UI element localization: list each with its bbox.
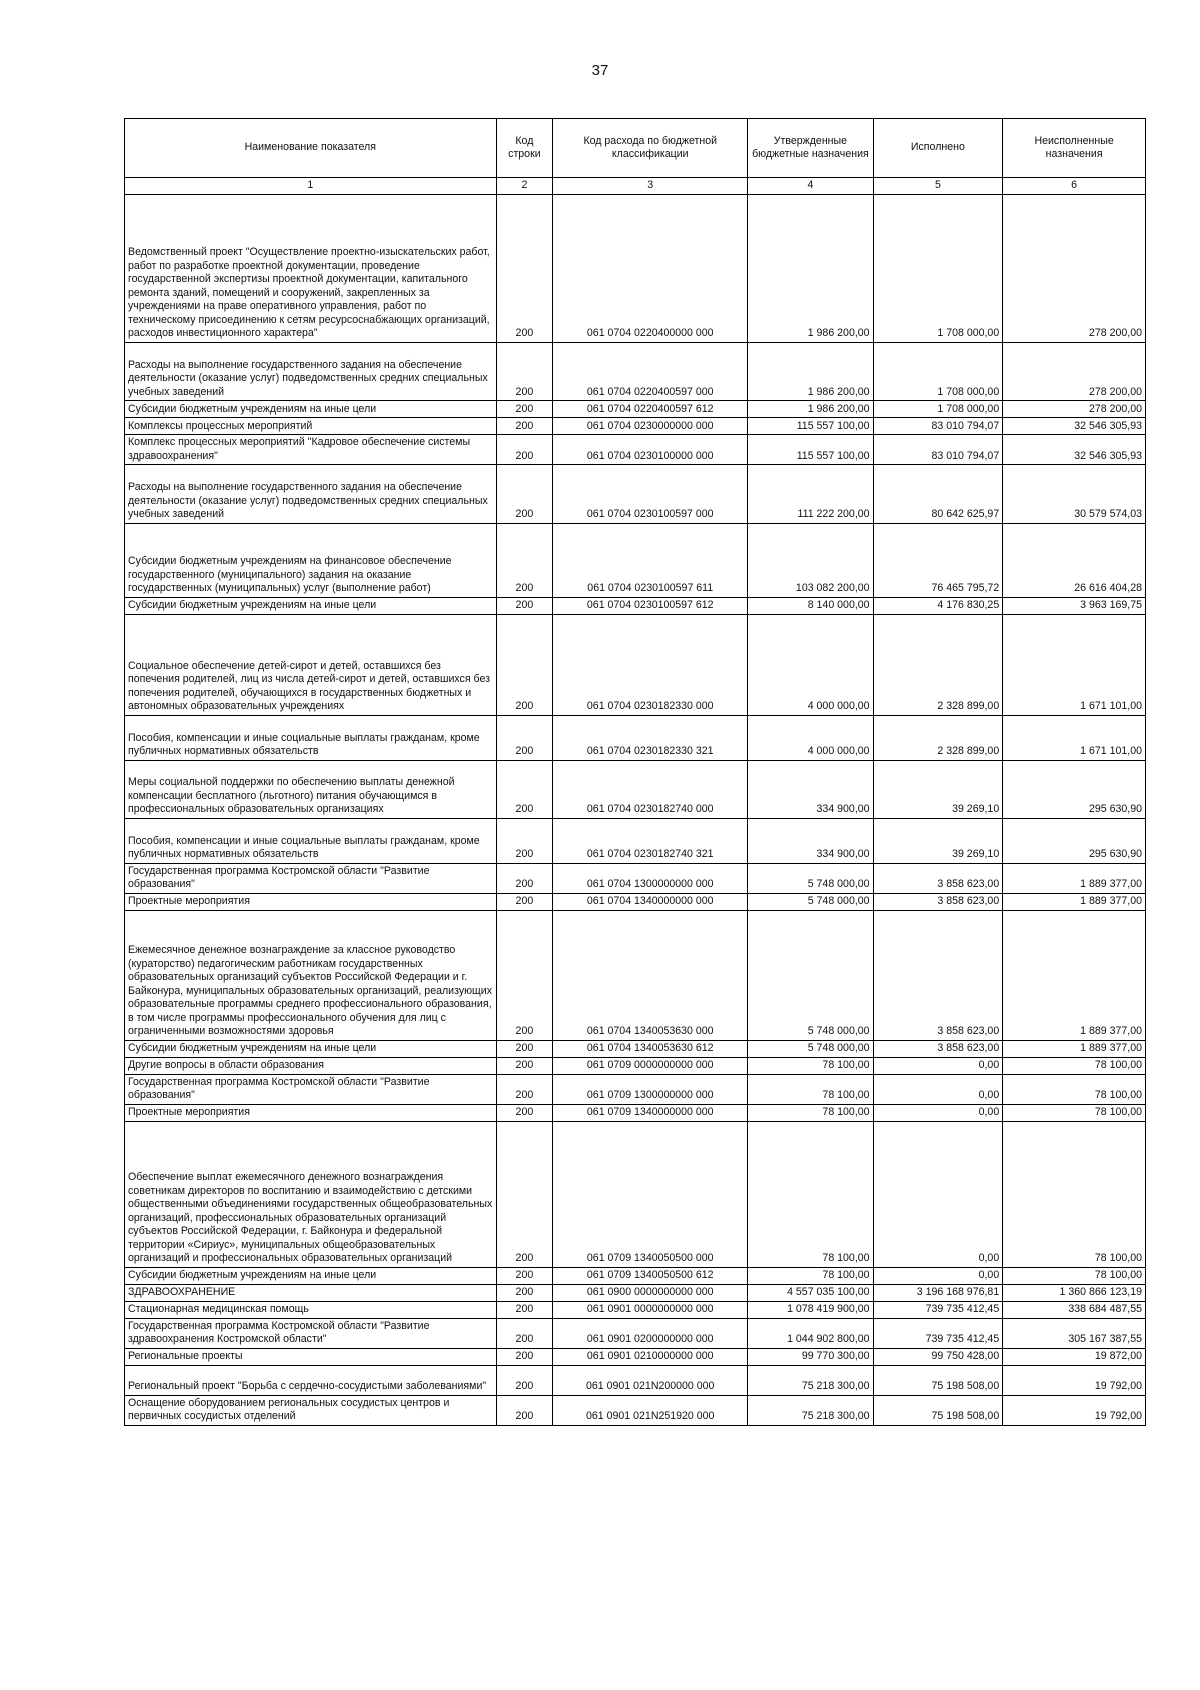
row-budget-code: 061 0901 0210000000 000 (553, 1348, 748, 1365)
row-name: Государственная программа Костромской области "Развитие образования" (125, 863, 497, 893)
table-row (125, 1074, 1146, 1104)
row-remaining: 1 889 377,00 (1003, 893, 1146, 910)
row-budget-code: 061 0901 021N251920 000 (553, 1395, 748, 1425)
row-executed: 0,00 (873, 1121, 1003, 1267)
row-line-code: 200 (496, 910, 553, 1040)
row-budget-code: 061 0704 1340053630 000 (553, 910, 748, 1040)
row-line-code: 200 (496, 1284, 553, 1301)
table-row (125, 818, 1146, 863)
row-approved: 78 100,00 (748, 1121, 873, 1267)
table-row (125, 1121, 1146, 1267)
row-line-code: 200 (496, 760, 553, 818)
page-number: 37 (591, 62, 609, 79)
table-header-row (125, 119, 1146, 178)
row-line-code: 200 (496, 1040, 553, 1057)
row-line-code: 200 (496, 1121, 553, 1267)
row-line-code: 200 (496, 1104, 553, 1121)
column-number: 3 (553, 178, 748, 195)
row-approved: 115 557 100,00 (748, 418, 873, 435)
row-executed: 80 642 625,97 (873, 465, 1003, 524)
row-budget-code: 061 0704 0230182740 000 (553, 760, 748, 818)
row-remaining: 278 200,00 (1003, 342, 1146, 401)
row-approved: 5 748 000,00 (748, 893, 873, 910)
row-remaining: 1 889 377,00 (1003, 863, 1146, 893)
row-name: Проектные мероприятия (125, 1104, 497, 1121)
row-line-code: 200 (496, 401, 553, 418)
row-executed: 4 176 830,25 (873, 597, 1003, 614)
row-remaining: 78 100,00 (1003, 1104, 1146, 1121)
row-approved: 5 748 000,00 (748, 863, 873, 893)
table-row (125, 418, 1146, 435)
row-approved: 1 986 200,00 (748, 342, 873, 401)
row-line-code: 200 (496, 893, 553, 910)
row-remaining: 1 889 377,00 (1003, 910, 1146, 1040)
row-line-code: 200 (496, 597, 553, 614)
row-executed: 99 750 428,00 (873, 1348, 1003, 1365)
column-number: 2 (496, 178, 553, 195)
row-approved: 78 100,00 (748, 1057, 873, 1074)
row-budget-code: 061 0704 1340000000 000 (553, 893, 748, 910)
row-budget-code: 061 0901 0000000000 000 (553, 1301, 748, 1318)
row-line-code: 200 (496, 1301, 553, 1318)
row-remaining: 3 963 169,75 (1003, 597, 1146, 614)
row-line-code: 200 (496, 1365, 553, 1395)
row-executed: 1 708 000,00 (873, 401, 1003, 418)
row-approved: 1 986 200,00 (748, 194, 873, 342)
column-number: 1 (125, 178, 497, 195)
row-name: Социальное обеспечение детей-сирот и детей, оставшихся без попечения родителей, лиц из числа детей-сирот и детей, оставшихся без попечения родителей, обучающихся в государственных бюджетных и автономных образовательных учреждениях (125, 614, 497, 715)
row-approved: 334 900,00 (748, 818, 873, 863)
row-budget-code: 061 0704 0230100000 000 (553, 435, 748, 465)
table-row (125, 194, 1146, 342)
row-approved: 115 557 100,00 (748, 435, 873, 465)
row-remaining: 32 546 305,93 (1003, 418, 1146, 435)
row-executed: 83 010 794,07 (873, 435, 1003, 465)
row-executed: 1 708 000,00 (873, 342, 1003, 401)
row-budget-code: 061 0709 1340050500 612 (553, 1267, 748, 1284)
row-name: Стационарная медицинская помощь (125, 1301, 497, 1318)
row-approved: 4 000 000,00 (748, 614, 873, 715)
row-line-code: 200 (496, 194, 553, 342)
row-budget-code: 061 0709 0000000000 000 (553, 1057, 748, 1074)
row-approved: 5 748 000,00 (748, 1040, 873, 1057)
row-line-code: 200 (496, 863, 553, 893)
row-approved: 75 218 300,00 (748, 1365, 873, 1395)
row-executed: 3 858 623,00 (873, 1040, 1003, 1057)
row-budget-code: 061 0704 0230182330 000 (553, 614, 748, 715)
table-row (125, 1104, 1146, 1121)
row-name: Обеспечение выплат ежемесячного денежного вознаграждения советникам директоров по воспитанию и взаимодействию с детскими общественными объединениями государственных общеобразовательных организаций, профессиональных образовательных организаций субъектов Российской Федерации, г. Байконура и федеральной территории «Сириус», муниципальных общеобразовательных организаций и профессиональных образовательных организаций (125, 1121, 497, 1267)
row-name: Другие вопросы в области образования (125, 1057, 497, 1074)
table-row (125, 715, 1146, 760)
row-remaining: 278 200,00 (1003, 194, 1146, 342)
row-name: Комплекс процессных мероприятий "Кадровое обеспечение системы здравоохранения" (125, 435, 497, 465)
row-executed: 3 858 623,00 (873, 863, 1003, 893)
row-name: Субсидии бюджетным учреждениям на финансовое обеспечение государственного (муниципального) задания на оказание государственных (муниципальных) услуг (выполнение работ) (125, 523, 497, 597)
row-remaining: 338 684 487,55 (1003, 1301, 1146, 1318)
row-remaining: 19 792,00 (1003, 1365, 1146, 1395)
row-budget-code: 061 0704 0230100597 000 (553, 465, 748, 524)
table-row (125, 1395, 1146, 1425)
row-approved: 1 044 902 800,00 (748, 1318, 873, 1348)
row-remaining: 78 100,00 (1003, 1074, 1146, 1104)
table-row (125, 597, 1146, 614)
table-row (125, 523, 1146, 597)
row-budget-code: 061 0709 1340050500 000 (553, 1121, 748, 1267)
row-budget-code: 061 0704 0220400597 000 (553, 342, 748, 401)
row-name: Субсидии бюджетным учреждениям на иные цели (125, 1040, 497, 1057)
row-name: Государственная программа Костромской области "Развитие образования" (125, 1074, 497, 1104)
row-name: Расходы на выполнение государственного задания на обеспечение деятельности (оказание услуг) подведомственных средних специальных учебных заведений (125, 342, 497, 401)
table-row (125, 1365, 1146, 1395)
header-budget-code: Код расхода по бюджетной классификации (553, 119, 748, 178)
row-name: Региональный проект "Борьба с сердечно-сосудистыми заболеваниями" (125, 1365, 497, 1395)
header-executed: Исполнено (873, 119, 1003, 178)
table-row (125, 1267, 1146, 1284)
row-approved: 4 557 035 100,00 (748, 1284, 873, 1301)
row-line-code: 200 (496, 715, 553, 760)
row-approved: 78 100,00 (748, 1074, 873, 1104)
table-row (125, 1057, 1146, 1074)
column-number: 6 (1003, 178, 1146, 195)
row-executed: 3 196 168 976,81 (873, 1284, 1003, 1301)
row-name: Оснащение оборудованием региональных сосудистых центров и первичных сосудистых отделений (125, 1395, 497, 1425)
table-row (125, 893, 1146, 910)
row-name: ЗДРАВООХРАНЕНИЕ (125, 1284, 497, 1301)
row-budget-code: 061 0704 0230000000 000 (553, 418, 748, 435)
row-name: Субсидии бюджетным учреждениям на иные цели (125, 597, 497, 614)
row-name: Расходы на выполнение государственного задания на обеспечение деятельности (оказание услуг) подведомственных средних специальных учебных заведений (125, 465, 497, 524)
row-executed: 3 858 623,00 (873, 910, 1003, 1040)
table-row (125, 1318, 1146, 1348)
row-line-code: 200 (496, 1348, 553, 1365)
row-remaining: 1 360 866 123,19 (1003, 1284, 1146, 1301)
row-remaining: 26 616 404,28 (1003, 523, 1146, 597)
row-budget-code: 061 0704 0230100597 611 (553, 523, 748, 597)
row-line-code: 200 (496, 1395, 553, 1425)
row-budget-code: 061 0704 0230100597 612 (553, 597, 748, 614)
row-executed: 0,00 (873, 1074, 1003, 1104)
column-number: 4 (748, 178, 873, 195)
row-executed: 0,00 (873, 1057, 1003, 1074)
row-remaining: 78 100,00 (1003, 1267, 1146, 1284)
row-executed: 0,00 (873, 1104, 1003, 1121)
row-budget-code: 061 0704 0230182330 321 (553, 715, 748, 760)
table-row (125, 863, 1146, 893)
header-line-code: Код строки (496, 119, 553, 178)
row-budget-code: 061 0709 1300000000 000 (553, 1074, 748, 1104)
row-name: Меры социальной поддержки по обеспечению выплаты денежной компенсации бесплатного (льготного) питания обучающимся в профессиональных образовательных организациях (125, 760, 497, 818)
row-approved: 1 078 419 900,00 (748, 1301, 873, 1318)
row-remaining: 1 889 377,00 (1003, 1040, 1146, 1057)
row-budget-code: 061 0704 1340053630 612 (553, 1040, 748, 1057)
row-approved: 8 140 000,00 (748, 597, 873, 614)
row-line-code: 200 (496, 342, 553, 401)
row-executed: 39 269,10 (873, 760, 1003, 818)
row-remaining: 278 200,00 (1003, 401, 1146, 418)
row-approved: 78 100,00 (748, 1267, 873, 1284)
row-executed: 39 269,10 (873, 818, 1003, 863)
row-remaining: 78 100,00 (1003, 1121, 1146, 1267)
row-executed: 75 198 508,00 (873, 1395, 1003, 1425)
row-approved: 334 900,00 (748, 760, 873, 818)
row-executed: 739 735 412,45 (873, 1318, 1003, 1348)
row-remaining: 295 630,90 (1003, 760, 1146, 818)
table-row (125, 1284, 1146, 1301)
row-line-code: 200 (496, 1318, 553, 1348)
row-approved: 78 100,00 (748, 1104, 873, 1121)
table-body (125, 194, 1146, 1425)
row-name: Ежемесячное денежное вознаграждение за классное руководство (кураторство) педагогическим работникам государственных образовательных организаций субъектов Российской Федерации и г. Байконура, муниципальных образовательных организаций, реализующих образовательные программы среднего профессионального образования, в том числе программы профессионального обучения для лиц с ограниченными возможностями здоровья (125, 910, 497, 1040)
row-approved: 4 000 000,00 (748, 715, 873, 760)
row-name: Ведомственный проект "Осуществление проектно-изыскательских работ, работ по разработке проектной документации, проведение государственной экспертизы проектной документации, капитального ремонта зданий, помещений и сооружений, закрепленных за учреждениями на праве оперативного управления, работ по техническому присоединению к сетям ресурсоснабжающих организаций, расходов инвестиционного характера" (125, 194, 497, 342)
row-budget-code: 061 0704 0230182740 321 (553, 818, 748, 863)
row-line-code: 200 (496, 465, 553, 524)
row-approved: 75 218 300,00 (748, 1395, 873, 1425)
column-number: 5 (873, 178, 1003, 195)
row-executed: 2 328 899,00 (873, 715, 1003, 760)
table-row (125, 465, 1146, 524)
row-remaining: 78 100,00 (1003, 1057, 1146, 1074)
row-name: Региональные проекты (125, 1348, 497, 1365)
row-approved: 111 222 200,00 (748, 465, 873, 524)
row-name: Проектные мероприятия (125, 893, 497, 910)
table-row (125, 342, 1146, 401)
row-remaining: 1 671 101,00 (1003, 614, 1146, 715)
row-name: Субсидии бюджетным учреждениям на иные цели (125, 401, 497, 418)
table-row (125, 1348, 1146, 1365)
row-line-code: 200 (496, 614, 553, 715)
row-line-code: 200 (496, 1267, 553, 1284)
row-executed: 1 708 000,00 (873, 194, 1003, 342)
row-executed: 76 465 795,72 (873, 523, 1003, 597)
header-approved: Утвержденные бюджетные назначения (748, 119, 873, 178)
row-executed: 75 198 508,00 (873, 1365, 1003, 1395)
row-line-code: 200 (496, 435, 553, 465)
row-budget-code: 061 0704 1300000000 000 (553, 863, 748, 893)
row-remaining: 19 872,00 (1003, 1348, 1146, 1365)
row-line-code: 200 (496, 1074, 553, 1104)
row-approved: 1 986 200,00 (748, 401, 873, 418)
row-remaining: 1 671 101,00 (1003, 715, 1146, 760)
row-approved: 5 748 000,00 (748, 910, 873, 1040)
row-executed: 3 858 623,00 (873, 893, 1003, 910)
row-budget-code: 061 0900 0000000000 000 (553, 1284, 748, 1301)
budget-execution-table (124, 118, 1146, 1426)
row-executed: 739 735 412,45 (873, 1301, 1003, 1318)
row-line-code: 200 (496, 523, 553, 597)
row-name: Государственная программа Костромской области "Развитие здравоохранения Костромской области" (125, 1318, 497, 1348)
row-name: Комплексы процессных мероприятий (125, 418, 497, 435)
table-row (125, 910, 1146, 1040)
row-line-code: 200 (496, 418, 553, 435)
row-approved: 103 082 200,00 (748, 523, 873, 597)
row-executed: 0,00 (873, 1267, 1003, 1284)
header-indicator-name: Наименование показателя (125, 119, 497, 178)
row-budget-code: 061 0709 1340000000 000 (553, 1104, 748, 1121)
column-number-row (125, 178, 1146, 195)
row-remaining: 30 579 574,03 (1003, 465, 1146, 524)
row-remaining: 32 546 305,93 (1003, 435, 1146, 465)
table-row (125, 760, 1146, 818)
table-row (125, 401, 1146, 418)
row-line-code: 200 (496, 1057, 553, 1074)
row-line-code: 200 (496, 818, 553, 863)
row-remaining: 295 630,90 (1003, 818, 1146, 863)
row-budget-code: 061 0901 021N200000 000 (553, 1365, 748, 1395)
row-name: Субсидии бюджетным учреждениям на иные цели (125, 1267, 497, 1284)
row-budget-code: 061 0901 0200000000 000 (553, 1318, 748, 1348)
table-row (125, 435, 1146, 465)
row-executed: 83 010 794,07 (873, 418, 1003, 435)
row-budget-code: 061 0704 0220400597 612 (553, 401, 748, 418)
row-remaining: 19 792,00 (1003, 1395, 1146, 1425)
table-row (125, 614, 1146, 715)
row-name: Пособия, компенсации и иные социальные выплаты гражданам, кроме публичных нормативных обязательств (125, 818, 497, 863)
row-executed: 2 328 899,00 (873, 614, 1003, 715)
table-row (125, 1040, 1146, 1057)
row-budget-code: 061 0704 0220400000 000 (553, 194, 748, 342)
row-remaining: 305 167 387,55 (1003, 1318, 1146, 1348)
header-remaining: Неисполненные назначения (1003, 119, 1146, 178)
row-name: Пособия, компенсации и иные социальные выплаты гражданам, кроме публичных нормативных обязательств (125, 715, 497, 760)
table-row (125, 1301, 1146, 1318)
row-approved: 99 770 300,00 (748, 1348, 873, 1365)
